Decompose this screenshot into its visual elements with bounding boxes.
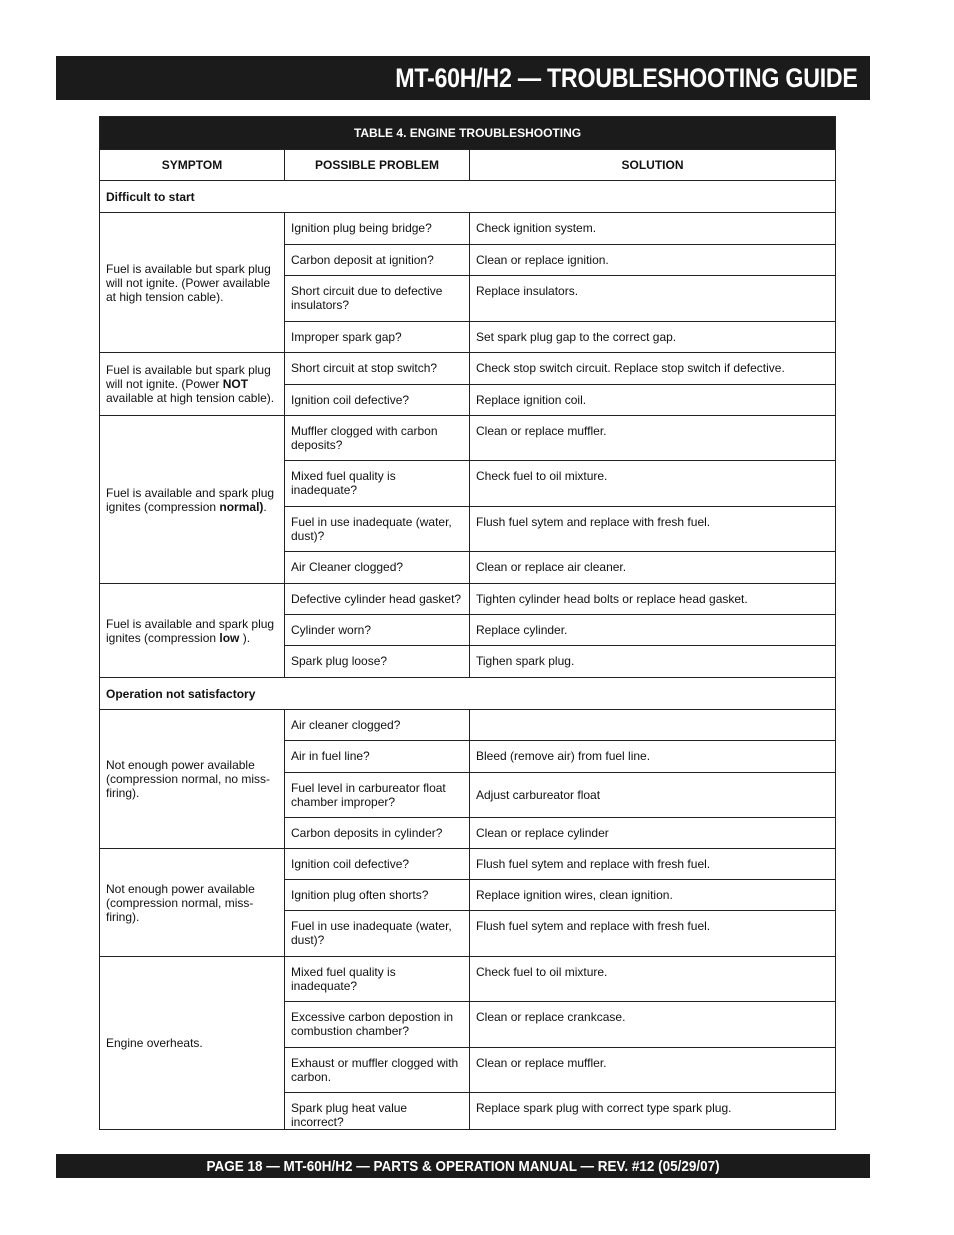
table-caption: TABLE 4. ENGINE TROUBLESHOOTING (100, 117, 836, 150)
solution-cell: Bleed (remove air) from fuel line. (470, 741, 836, 773)
table-row (100, 849, 836, 880)
problem-cell: Exhaust or muffler clogged with carbon. (285, 1048, 470, 1093)
page-footer: PAGE 18 — MT-60H/H2 — PARTS & OPERATION MANUAL — REV. #12 (05/29/07) (206, 1157, 720, 1175)
table-row (100, 710, 836, 741)
problem-cell: Fuel in use inadequate (water, dust)? (285, 507, 470, 552)
column-header-solution: SOLUTION (470, 150, 836, 181)
problem-cell: Muffler clogged with carbon deposits? (285, 416, 470, 461)
problem-cell: Fuel level in carbureator float chamber improper? (285, 773, 470, 818)
problem-cell: Ignition plug often shorts? (285, 880, 470, 911)
problem-cell: Ignition coil defective? (285, 849, 470, 880)
engine-troubleshooting-table (99, 116, 836, 1130)
page-footer-bar (56, 1154, 870, 1178)
solution-cell: Check ignition system. (470, 213, 836, 245)
symptom-cell: Fuel is available but spark plug will not ignite. (Power NOT available at high tension cable). (100, 353, 285, 416)
solution-cell: Replace cylinder. (470, 615, 836, 646)
problem-cell: Mixed fuel quality is inadequate? (285, 957, 470, 1002)
problem-cell: Ignition plug being bridge? (285, 213, 470, 245)
solution-cell: Flush fuel sytem and replace with fresh fuel. (470, 507, 836, 552)
problem-cell: Air in fuel line? (285, 741, 470, 773)
symptom-cell: Not enough power available (compression normal, miss-firing). (100, 849, 285, 957)
section-row (100, 181, 836, 213)
solution-cell: Clean or replace cylinder (470, 818, 836, 849)
solution-cell: Clean or replace ignition. (470, 245, 836, 276)
solution-cell: Check fuel to oil mixture. (470, 957, 836, 1002)
problem-cell: Defective cylinder head gasket? (285, 584, 470, 615)
solution-cell: Clean or replace muffler. (470, 416, 836, 461)
solution-cell: Check stop switch circuit. Replace stop switch if defective. (470, 353, 836, 385)
section-label-operation-not-satisfactory: Operation not satisfactory (100, 678, 836, 710)
problem-cell: Ignition coil defective? (285, 385, 470, 416)
section-row (100, 678, 836, 710)
problem-cell: Fuel in use inadequate (water, dust)? (285, 911, 470, 957)
solution-cell: Tighten cylinder head bolts or replace head gasket. (470, 584, 836, 615)
problem-cell: Air cleaner clogged? (285, 710, 470, 741)
table-row (100, 213, 836, 245)
section-label-difficult-to-start: Difficult to start (100, 181, 836, 213)
table-row (100, 957, 836, 1002)
problem-cell: Improper spark gap? (285, 322, 470, 353)
solution-cell (470, 710, 836, 741)
problem-cell: Excessive carbon depostion in combustion chamber? (285, 1002, 470, 1048)
solution-cell: Replace spark plug with correct type spark plug. (470, 1093, 836, 1130)
solution-cell: Replace insulators. (470, 276, 836, 322)
page-title-bar (56, 56, 870, 100)
problem-cell: Carbon deposit at ignition? (285, 245, 470, 276)
table-row (100, 416, 836, 461)
table-row (100, 353, 836, 385)
solution-cell: Replace ignition coil. (470, 385, 836, 416)
solution-cell: Clean or replace air cleaner. (470, 552, 836, 584)
symptom-cell: Not enough power available (compression normal, no miss-firing). (100, 710, 285, 849)
problem-cell: Air Cleaner clogged? (285, 552, 470, 584)
symptom-cell: Engine overheats. (100, 957, 285, 1130)
problem-cell: Short circuit at stop switch? (285, 353, 470, 385)
solution-cell: Flush fuel sytem and replace with fresh fuel. (470, 849, 836, 880)
solution-cell: Check fuel to oil mixture. (470, 461, 836, 507)
problem-cell: Carbon deposits in cylinder? (285, 818, 470, 849)
solution-cell: Flush fuel sytem and replace with fresh fuel. (470, 911, 836, 957)
column-header-symptom: SYMPTOM (100, 150, 285, 181)
solution-cell: Adjust carbureator float (470, 773, 836, 818)
solution-cell: Tighen spark plug. (470, 646, 836, 678)
table-row (100, 584, 836, 615)
problem-cell: Spark plug heat value incorrect? (285, 1093, 470, 1130)
symptom-cell: Fuel is available but spark plug will not ignite. (Power available at high tension cable). (100, 213, 285, 353)
problem-cell: Mixed fuel quality is inadequate? (285, 461, 470, 507)
problem-cell: Short circuit due to defective insulators? (285, 276, 470, 322)
column-header-possible-problem: POSSIBLE PROBLEM (285, 150, 470, 181)
solution-cell: Replace ignition wires, clean ignition. (470, 880, 836, 911)
symptom-cell: Fuel is available and spark plug ignites (compression low ). (100, 584, 285, 678)
solution-cell: Clean or replace crankcase. (470, 1002, 836, 1048)
problem-cell: Spark plug loose? (285, 646, 470, 678)
symptom-cell: Fuel is available and spark plug ignites (compression normal). (100, 416, 285, 584)
table-caption-row (100, 117, 836, 150)
solution-cell: Clean or replace muffler. (470, 1048, 836, 1093)
page-title: MT-60H/H2 — TROUBLESHOOTING GUIDE (395, 62, 858, 93)
table-header-row (100, 150, 836, 181)
problem-cell: Cylinder worn? (285, 615, 470, 646)
solution-cell: Set spark plug gap to the correct gap. (470, 322, 836, 353)
